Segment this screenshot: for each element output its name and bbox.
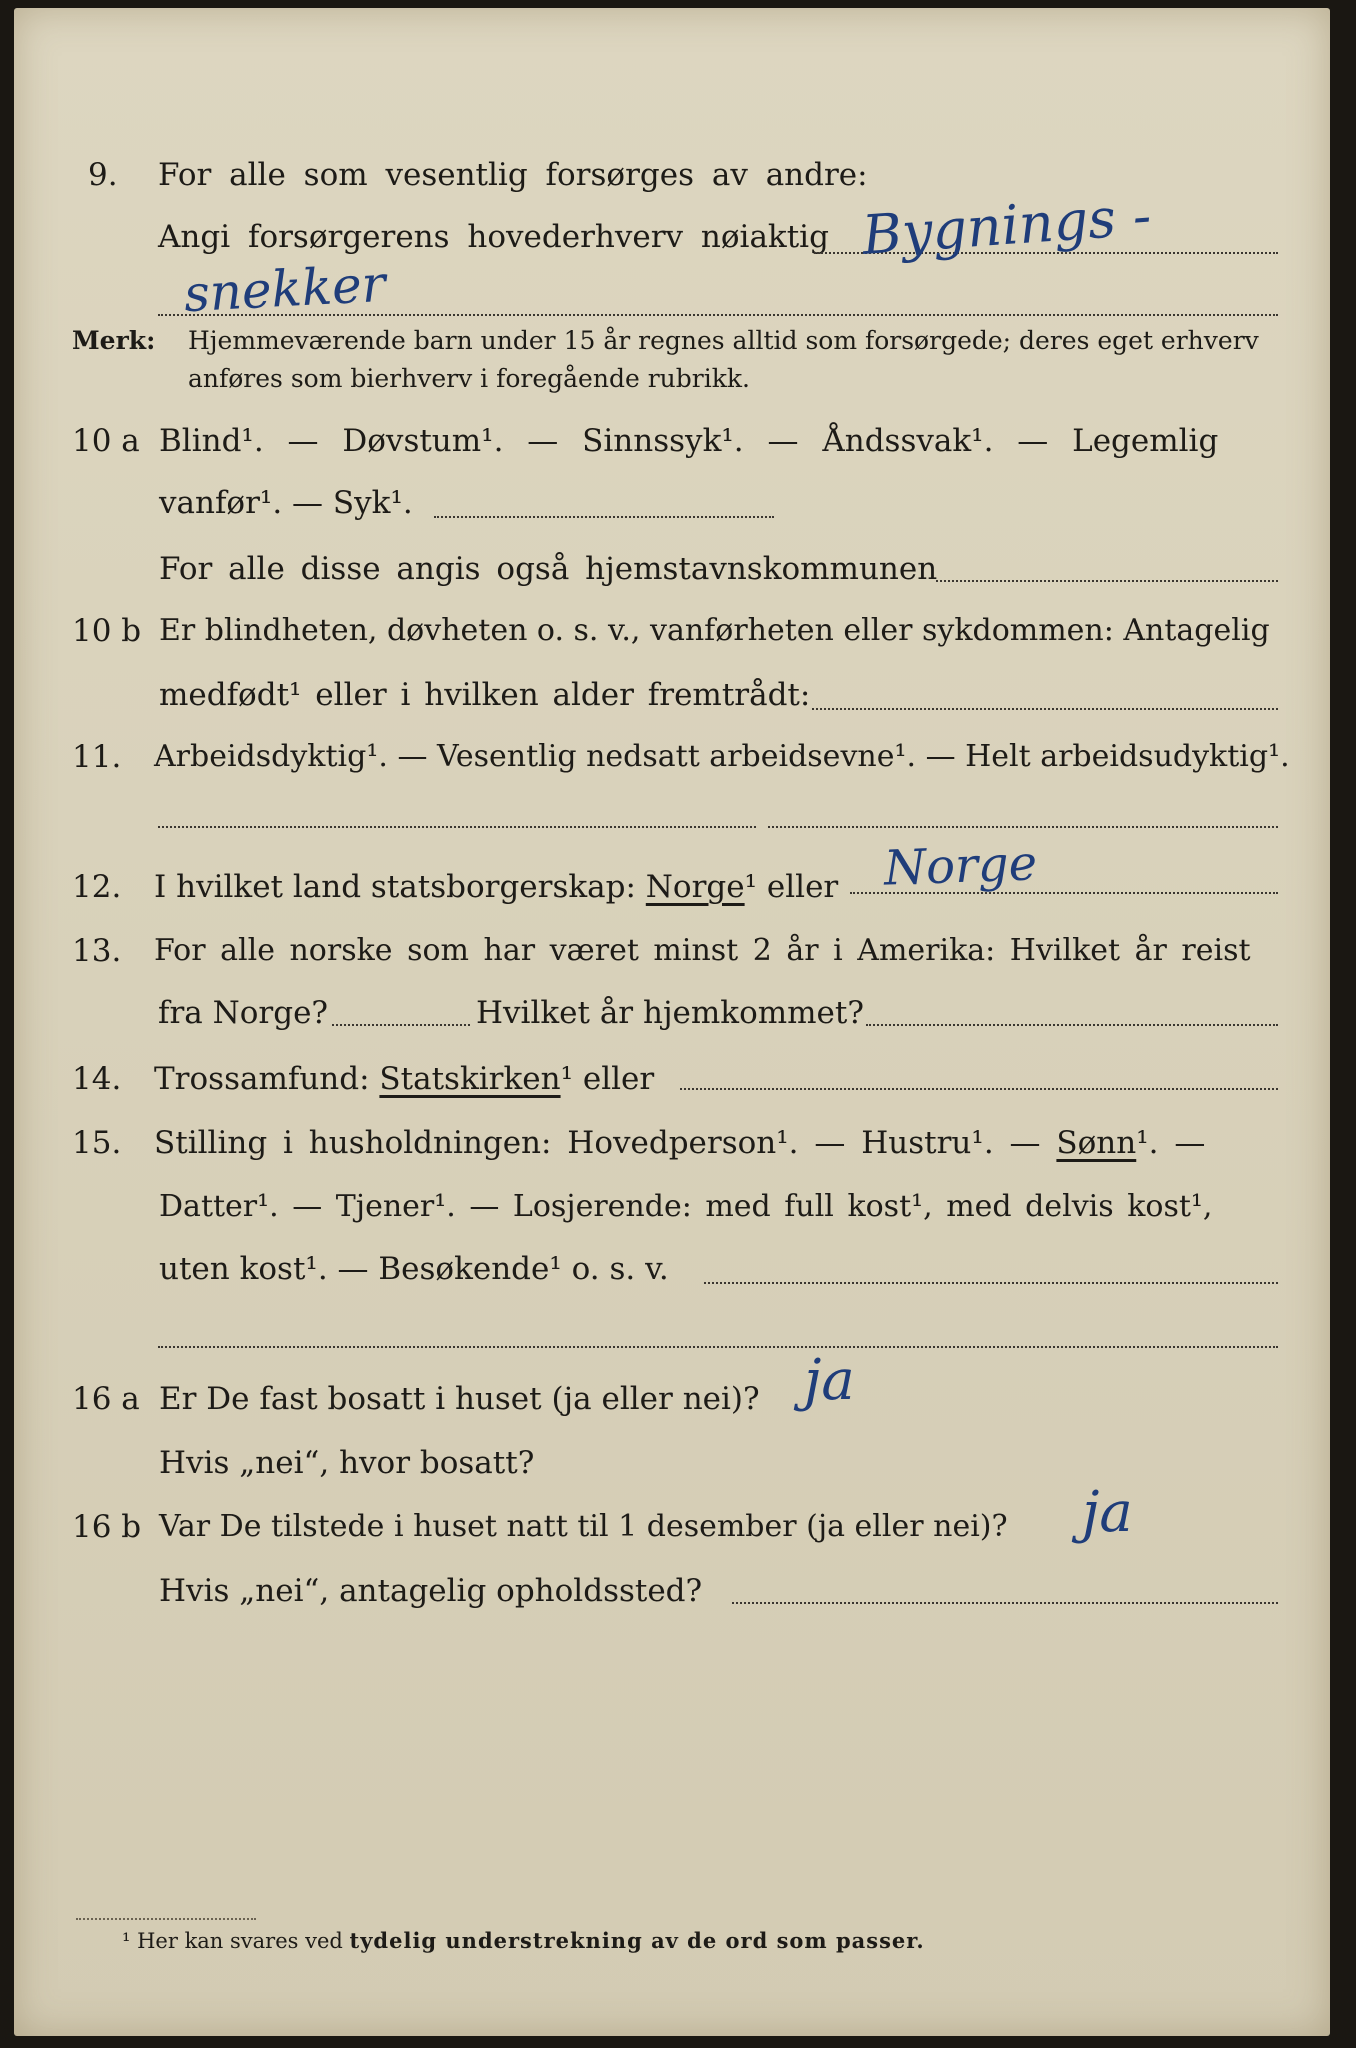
merk-label: Merk:: [72, 326, 156, 355]
q16a-handwritten-answer: ja: [804, 1348, 855, 1413]
q13-row-1: [14, 924, 1330, 978]
merk-note-line-1: Hjemmeværende barn under 15 år regnes alltid som forsørgede; deres eget erhverv: [188, 326, 1259, 355]
q9-number: 9.: [88, 157, 118, 193]
footnote-mark: ¹: [122, 1929, 131, 1953]
q15-options: [154, 1116, 1205, 1170]
footnote: [122, 1928, 925, 1953]
q10b-question-cont: medfødt¹ eller i hvilken alder fremtrådt:: [159, 677, 811, 713]
q15-options-a: Stilling i husholdningen: Hovedperson¹. — Hustru¹. —: [154, 1125, 1041, 1161]
q14-statskirken-underlined: Statskirken: [379, 1061, 561, 1097]
q10b-row-1: [14, 604, 1330, 658]
q14-suffix: ¹ eller: [560, 1061, 655, 1097]
q10a-options: Blind¹. — Døvstum¹. — Sinnssyk¹. — Åndssvak¹. — Legemlig: [159, 423, 1219, 459]
q12-prefix: I hvilket land statsborgerskap:: [154, 869, 636, 905]
q15-answer-line-a: [704, 1282, 1278, 1284]
q12-suffix: ¹ eller: [744, 869, 839, 905]
q16a-question: Er De fast bosatt i huset (ja eller nei)?: [159, 1381, 760, 1417]
q16b-followup: Hvis „nei“, antagelig opholdssted?: [159, 1573, 703, 1609]
q15-row-1: [14, 1116, 1330, 1170]
q10b-question: Er blindheten, døvheten o. s. v., vanførheten eller sykdommen: Antagelig: [159, 613, 1270, 648]
q10b-answer-line: [812, 708, 1278, 710]
q13-question: For alle norske som har været minst 2 år i Amerika: Hvilket år reist: [154, 933, 1251, 968]
q14-question: [154, 1052, 654, 1106]
q15-options-cont: Datter¹. — Tjener¹. — Losjerende: med full kost¹, med delvis kost¹,: [159, 1189, 1213, 1224]
q15-row-2: [14, 1180, 1330, 1234]
q15-number: 15.: [72, 1125, 122, 1161]
q15-row-3: [14, 1242, 1330, 1296]
q16a-number: 16 a: [72, 1381, 140, 1417]
q13-row-2: [14, 986, 1330, 1040]
footnote-plain: Her kan svares ved: [137, 1929, 343, 1953]
q9-question: For alle som vesentlig forsørges av andre:: [158, 157, 868, 193]
q10a-row-3: [14, 542, 1330, 596]
q10a-number: 10 a: [72, 423, 140, 459]
q10a-answer-line: [434, 516, 774, 518]
q10a-municipality-line: [936, 580, 1278, 582]
q16b-row-2: [14, 1564, 1330, 1618]
q12-question: [154, 860, 838, 914]
q11-answer-line-a: [158, 826, 756, 828]
q16b-number: 16 b: [72, 1509, 142, 1545]
q11-row-1: [14, 730, 1330, 784]
q12-norge-underlined: Norge: [645, 869, 745, 905]
q9-instruction: Angi forsørgerens hovederhverv nøiaktig: [158, 219, 829, 255]
q16b-handwritten-answer: ja: [1082, 1480, 1133, 1545]
q15-options-b: ¹. —: [1136, 1125, 1206, 1161]
q11-answer-line-b: [768, 826, 1278, 828]
merk-note-line-2: anføres som bierhverv i foregående rubrikk.: [188, 364, 750, 393]
q14-row: [14, 1052, 1330, 1106]
q13-hjemkommet: Hvilket år hjemkommet?: [476, 995, 864, 1031]
q10b-number: 10 b: [72, 613, 142, 649]
q16b-answer-line: [732, 1602, 1278, 1604]
q14-number: 14.: [72, 1061, 122, 1097]
q11-number: 11.: [72, 739, 122, 775]
q9-handwritten-answer-1: Bygnings -: [860, 183, 1154, 268]
q10a-row-1: [14, 414, 1330, 468]
q13-hjemkommet-line: [866, 1024, 1278, 1026]
q13-number: 13.: [72, 933, 122, 969]
q16a-row-1: [14, 1372, 1330, 1426]
q12-row: [14, 860, 1330, 914]
q13-reist-line: [332, 1024, 470, 1026]
q11-options: Arbeidsdyktig¹. — Vesentlig nedsatt arbeidsevne¹. — Helt arbeidsudyktig¹.: [154, 739, 1290, 774]
q9-handwritten-answer-2: snekker: [182, 254, 387, 324]
q14-answer-line: [680, 1088, 1278, 1090]
q15-answer-line-b: [158, 1346, 1278, 1348]
footnote-rule: [76, 1918, 256, 1920]
q13-reist: fra Norge?: [158, 995, 329, 1031]
q15-sonn-underlined: Sønn: [1056, 1125, 1137, 1161]
q12-handwritten-answer: Norge: [883, 835, 1038, 897]
footnote-strong: tydelig understrekning av de ord som passer.: [349, 1928, 925, 1953]
q15-options-cont-2: uten kost¹. — Besøkende¹ o. s. v.: [159, 1251, 669, 1287]
census-form-page: [14, 8, 1330, 2036]
q10a-row-2: [14, 476, 1330, 530]
q10b-row-2: [14, 668, 1330, 722]
q12-number: 12.: [72, 869, 122, 905]
q10a-home-municipality: For alle disse angis også hjemstavnskommunen: [159, 551, 938, 587]
q16a-followup: Hvis „nei“, hvor bosatt?: [159, 1445, 535, 1481]
q10a-options-cont: vanfør¹. — Syk¹.: [159, 485, 413, 521]
q14-prefix: Trossamfund:: [154, 1061, 370, 1097]
q16b-question: Var De tilstede i huset natt til 1 desember (ja eller nei)?: [159, 1509, 1008, 1544]
